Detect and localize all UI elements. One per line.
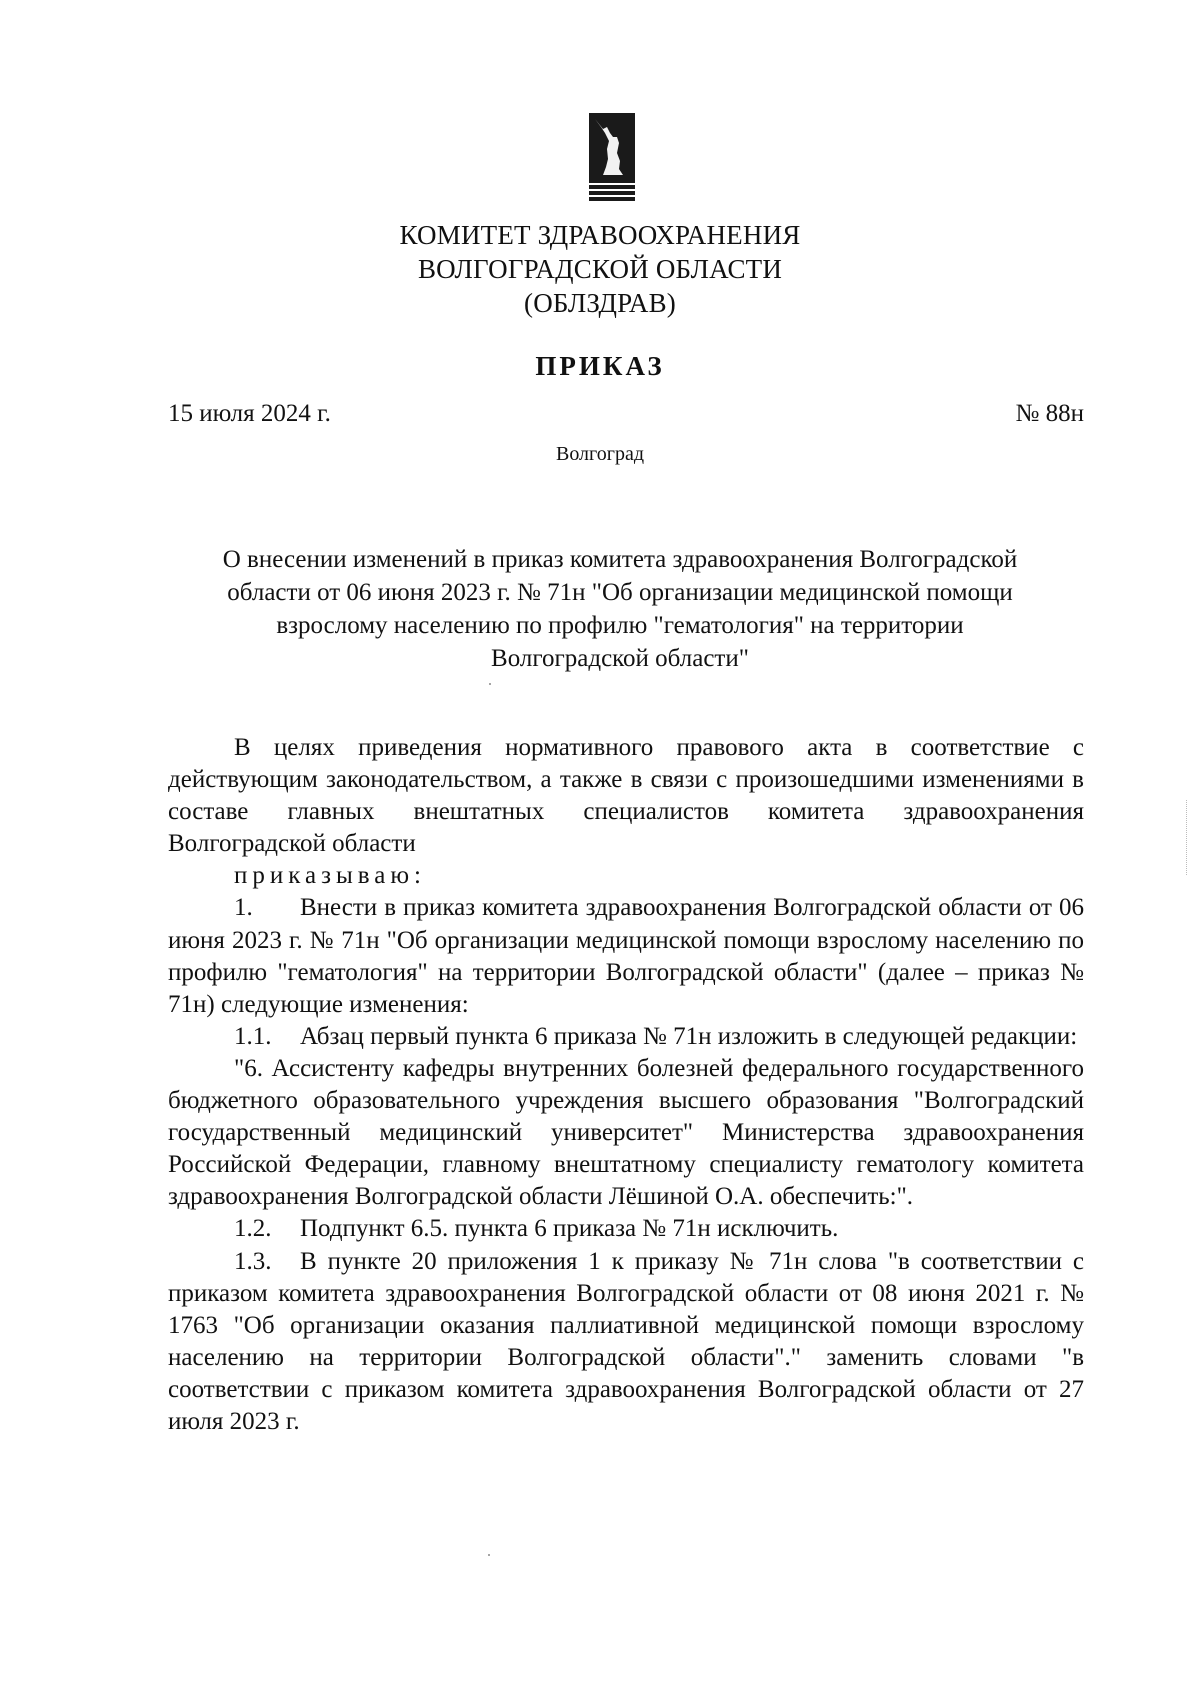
org-line-3: (ОБЛЗДРАВ) bbox=[524, 288, 676, 318]
item-1-3-text: В пункте 20 приложения 1 к приказу № 71н слова "в соответствии с приказом комитета здравоохранения Волгоградской области от 08 июня 2021 г. № 1763 "Об организации оказания паллиативной медицинской помощи взрослому населению на территории Волгоградской области"." заменить словами "в соответствии с приказом комитета здравоохранения Волгоградской области от 27 июля 2023 г. bbox=[168, 1247, 1084, 1435]
item-1-text: Внести в приказ комитета здравоохранения Волгоградской области от 06 июня 2023 г. № 71н "Об организации медицинской помощи взрослому населению по профилю "гематология" на территории Волгоградской области" (далее – приказ № 71н) следующие изменения: bbox=[168, 894, 1084, 1018]
subject-line-3: взрослому населению по профилю "гематология" на территории bbox=[276, 612, 964, 639]
document-body bbox=[168, 732, 1084, 1438]
item-1-2-paragraph bbox=[168, 1213, 1084, 1245]
document-number: № 88н bbox=[1015, 400, 1084, 427]
order-word: приказываю: bbox=[234, 862, 426, 890]
item-1-2-text: Подпункт 6.5. пункта 6 приказа № 71н исключить. bbox=[300, 1215, 839, 1243]
scan-speck bbox=[489, 683, 491, 685]
item-1-2-number: 1.2. bbox=[234, 1215, 272, 1243]
item-1-1-text: Абзац первый пункта 6 приказа № 71н изложить в следующей редакции: bbox=[300, 1022, 1078, 1050]
item-1-1-paragraph bbox=[168, 1021, 1084, 1053]
item-1-paragraph bbox=[168, 892, 1084, 1020]
quoted-clause-6: "6. Ассистенту кафедры внутренних болезней федерального государственного бюджетного образовательного учреждения высшего образования "Волгоградский государственный медицинский университет" Министерства здравоохранения Российской Федерации, главному внештатному специалисту гематологу комитета здравоохранения Волгоградской области Лёшиной О.А. обеспечить:". bbox=[168, 1054, 1084, 1211]
item-1-3-number: 1.3. bbox=[234, 1247, 272, 1275]
document-type-title: ПРИКАЗ bbox=[535, 351, 665, 381]
document-date: 15 июля 2024 г. bbox=[168, 400, 331, 427]
subject-line-2: области от 06 июня 2023 г. № 71н "Об организации медицинской помощи bbox=[227, 579, 1013, 606]
item-1-1-number: 1.1. bbox=[234, 1022, 272, 1050]
coat-of-arms-emblem bbox=[589, 113, 635, 205]
scan-speck bbox=[488, 1554, 490, 1556]
scan-margin-marks bbox=[1186, 800, 1190, 875]
item-1-number: 1. bbox=[234, 894, 253, 922]
org-line-1: КОМИТЕТ ЗДРАВООХРАНЕНИЯ bbox=[399, 220, 801, 250]
subject-line-4: Волгоградской области" bbox=[491, 645, 749, 672]
subject-line-1: О внесении изменений в приказ комитета здравоохранения Волгоградской bbox=[222, 546, 1018, 573]
document-subject bbox=[160, 543, 1080, 675]
item-1-3-paragraph bbox=[168, 1246, 1084, 1439]
org-line-2: ВОЛГОГРАДСКОЙ ОБЛАСТИ bbox=[417, 254, 783, 284]
organization-name bbox=[300, 218, 900, 320]
document-city: Волгоград bbox=[555, 443, 645, 465]
preamble-paragraph: В целях приведения нормативного правового акта в соответствие с действующим законодательством, а также в связи с произошедшими изменениями в составе главных внештатных специалистов комитета здравоохранения Волгоградской области bbox=[168, 734, 1084, 858]
